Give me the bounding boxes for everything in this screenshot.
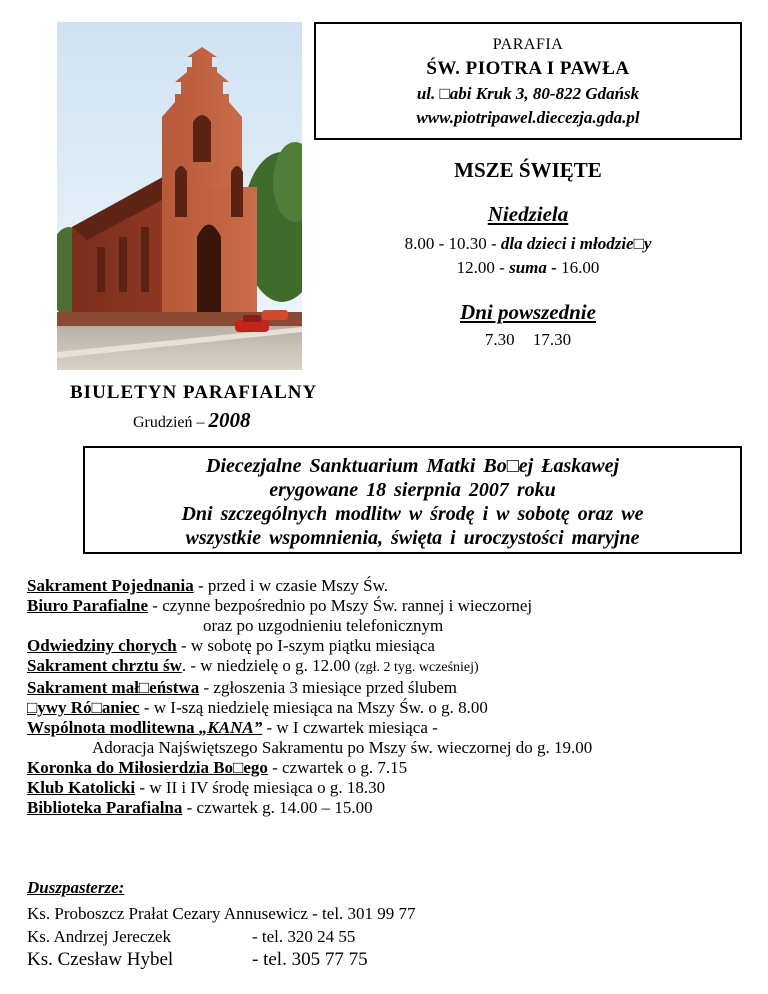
youth-mass-note: dla dzieci i młodzie□y (500, 234, 652, 253)
rosary-text: - w I-szą niedzielę miesiąca na Mszy Św. o g. 8.00 (139, 698, 488, 717)
parish-header-box (314, 22, 742, 140)
list-item (27, 678, 757, 698)
sick-visits-label: Odwiedziny chorych (27, 636, 177, 655)
library-text: - czwartek g. 14.00 – 15.00 (182, 798, 373, 817)
clergy-title: Duszpasterze: (27, 878, 125, 897)
list-item (27, 902, 416, 925)
priest-phone: - tel. 320 24 55 (252, 927, 356, 946)
chaplet-text: - czwartek o g. 7.15 (267, 758, 408, 777)
office-text: - czynne bezpośrednio po Mszy Św. rannej i wieczornej (148, 596, 533, 615)
masses-title: MSZE ŚWIĘTE (454, 158, 602, 182)
confession-text: - przed i w czasie Mszy Św. (193, 576, 389, 595)
sanctuary-line-2: erygowane 18 sierpnia 2007 roku (269, 479, 556, 501)
sanctuary-box (83, 446, 742, 554)
marriage-label: Sakrament mał□eństwa (27, 678, 200, 697)
sick-visits-text: - w sobotę po I-szym piątku miesiąca (176, 636, 435, 655)
baptism-label: Sakrament chrztu św (27, 656, 182, 675)
list-item (27, 718, 757, 738)
list-item (27, 576, 757, 596)
sanctuary-line-3: Dni szczególnych modlitw w środę i w sobotę oraz we (181, 503, 644, 525)
parish-info-list (27, 576, 757, 818)
list-item (27, 636, 757, 656)
sanctuary-line-1: Diecezjalne Sanktuarium Matki Bo□ej Łaskawej (206, 455, 619, 477)
rosary-label: □ywy Ró□aniec (27, 698, 140, 717)
list-item-continuation: Adoracja Najświętszego Sakramentu po Mszy św. wieczornej do g. 19.00 (92, 738, 593, 757)
list-item (27, 948, 416, 971)
library-label: Biblioteka Parafialna (27, 798, 183, 817)
weekday-title: Dni powszednie (460, 300, 596, 324)
list-item-continuation: oraz po uzgodnieniu telefonicznym (203, 616, 444, 635)
parish-website: www.piotripawel.diecezja.gda.pl (416, 108, 640, 127)
kana-text: - w I czwartek miesiąca - (262, 718, 438, 737)
baptism-note: (zgł. 2 tyg. wcześniej) (354, 660, 479, 675)
sunday-line-2 (314, 258, 742, 278)
kana-label-text: Wspólnota modlitewna (27, 718, 199, 737)
sunday-title: Niedziela (487, 202, 569, 226)
catholic-club-text: - w II i IV środę miesiąca o g. 18.30 (135, 778, 386, 797)
chaplet-label: Koronka do Miłosierdzia Bo□ego (27, 758, 268, 777)
weekday-times: 7.30 17.30 (484, 330, 572, 349)
priest-name: Ks. Proboszcz Prałat Cezary Annusewicz (27, 904, 308, 923)
list-item (27, 656, 757, 678)
marriage-text: - zgłoszenia 3 miesiące przed ślubem (199, 678, 457, 697)
sunday-line-1 (314, 234, 742, 254)
kana-label (27, 718, 262, 737)
catholic-club-label: Klub Katolicki (27, 778, 136, 797)
bulletin-year: 2008 (208, 408, 251, 432)
church-photo (57, 22, 302, 370)
kana-name: „KANA” (198, 718, 263, 737)
priest-phone: - tel. 301 99 77 (307, 904, 416, 923)
parish-name: ŚW. PIOTRA I PAWŁA (426, 58, 630, 79)
clergy-list (27, 902, 416, 971)
priest-phone: - tel. 305 77 75 (252, 949, 368, 970)
list-item (27, 596, 757, 616)
list-item (27, 778, 757, 798)
sunday-times-1: 8.00 - 10.30 - (404, 234, 501, 253)
parish-address: ul. □abi Kruk 3, 80-822 Gdańsk (416, 84, 640, 103)
bulletin-month: Grudzień – (133, 414, 205, 431)
parish-label: PARAFIA (492, 36, 564, 53)
priest-name: Ks. Andrzej Jereczek (27, 927, 171, 946)
sunday-time-16: 16.00 (561, 258, 600, 277)
suma-note: suma (509, 258, 547, 277)
bulletin-date (133, 408, 251, 433)
sanctuary-line-4: wszystkie wspomnienia, święta i uroczystości maryjne (185, 527, 640, 549)
list-item (27, 798, 757, 818)
list-item (27, 698, 757, 718)
baptism-text: . - w niedzielę o g. 12.00 (181, 656, 355, 675)
list-item (27, 758, 757, 778)
list-item (27, 925, 416, 948)
suma-dash: - (546, 258, 562, 277)
bulletin-title: BIULETYN PARAFIALNY (70, 382, 318, 403)
sunday-time-12: 12.00 - (456, 258, 510, 277)
confession-label: Sakrament Pojednania (27, 576, 194, 595)
priest-name: Ks. Czesław Hybel (27, 949, 174, 970)
office-label: Biuro Parafialne (27, 596, 149, 615)
